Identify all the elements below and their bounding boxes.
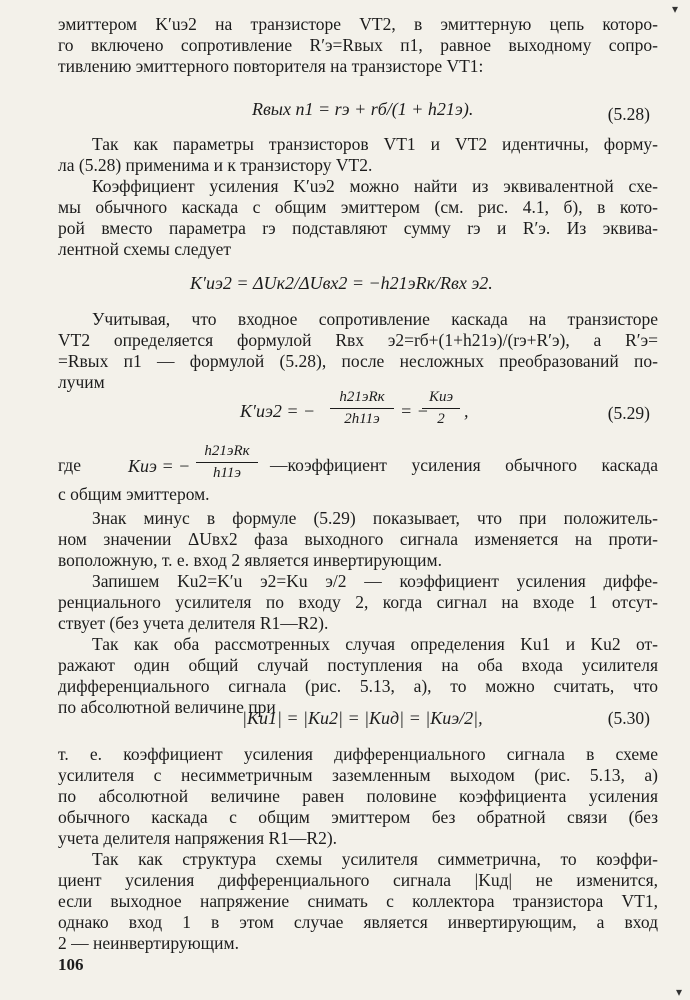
text-line: тивлению эмиттерного повторителя на транзисторе VT1: bbox=[58, 56, 484, 76]
text-line: рой вместо параметра rэ подставляют сумму rэ и R′э. Из эквива- bbox=[58, 218, 658, 238]
text-line: ражают один общий случай поступления на оба входа усилителя bbox=[58, 655, 658, 675]
text-line: —коэффициент усиления обычного каскада bbox=[270, 455, 658, 475]
fraction-denominator: 2h11э bbox=[344, 411, 380, 427]
fraction-numerator: Kuэ bbox=[422, 389, 460, 409]
fraction bbox=[422, 389, 460, 428]
text-line: лентной схемы следует bbox=[58, 239, 232, 259]
text-word-where: где bbox=[58, 455, 81, 475]
fraction bbox=[196, 443, 258, 482]
fraction bbox=[330, 389, 394, 428]
text-line: по абсолютной величине при bbox=[58, 697, 276, 717]
formula-kue-lhs: Kuэ = − bbox=[128, 456, 191, 476]
text-line: эмиттером K′uэ2 на транзисторе VT2, в эмиттерную цепь которо- bbox=[58, 14, 658, 34]
formula-end: , bbox=[464, 401, 469, 421]
fraction-denominator: 2 bbox=[437, 411, 445, 427]
fraction-denominator: h11э bbox=[212, 465, 241, 481]
equation-number: (5.29) bbox=[607, 403, 650, 423]
text-line: усилителя с несимметричным заземленным выходом (рис. 5.13, а) bbox=[58, 765, 658, 785]
text-line: Учитывая, что входное сопротивление каскада на транзисторе bbox=[92, 309, 658, 329]
text-line: 2 — неинвертирующим. bbox=[58, 933, 239, 953]
formula-lhs: K′uэ2 = − bbox=[240, 401, 316, 421]
text-line: лучим bbox=[58, 372, 105, 392]
text-line: Знак минус в формуле (5.29) показывает, что при положитель- bbox=[92, 508, 658, 528]
text-line: Так как структура схемы усилителя симметрична, то коэффи- bbox=[92, 849, 658, 869]
text-line: Так как оба рассмотренных случая определения Ku1 и Ku2 от- bbox=[92, 634, 658, 654]
text-line: Запишем Ku2=K′u э2=Ku э/2 — коэффициент усиления диффе- bbox=[92, 571, 658, 591]
text-line: ренциального усилителя по входу 2, когда сигнал на входе 1 отсут- bbox=[58, 592, 658, 612]
equation-number: (5.28) bbox=[607, 104, 650, 124]
text-line: мы обычного каскада с общим эмиттером (см. рис. 4.1, б), в кото- bbox=[58, 197, 658, 217]
text-line: ствует (без учета делителя R1—R2). bbox=[58, 613, 329, 633]
text-line: с общим эмиттером. bbox=[58, 484, 210, 504]
text-line: воположную, т. е. вход 2 является инвертирующим. bbox=[58, 550, 442, 570]
page-number: 106 bbox=[58, 955, 84, 974]
text-line: VT2 определяется формулой Rвх э2=rб+(1+h21э)/(rэ+R′э), а R′э= bbox=[58, 330, 658, 350]
fraction-numerator: h21эRк bbox=[196, 443, 258, 463]
text-line: ла (5.28) применима и к транзистору VT2. bbox=[58, 155, 373, 175]
text-line: однако вход 1 в этом случае является инвертирующим, а вход bbox=[58, 912, 658, 932]
formula-5-30: |Ku1| = |Ku2| = |Kuд| = |Kuэ/2|, bbox=[242, 708, 483, 728]
text-line: если выходное напряжение снимать с коллектора транзистора VT1, bbox=[58, 891, 658, 911]
text-line: учета делителя напряжения R1—R2). bbox=[58, 828, 338, 848]
formula-middle: = − bbox=[400, 401, 429, 421]
text-line: ном значении ΔUвх2 фаза выходного сигнала изменяется на проти- bbox=[58, 529, 658, 549]
text-line: т. е. коэффициент усиления дифференциального сигнала в схеме bbox=[58, 744, 658, 764]
formula-gain-ke2: K′uэ2 = ΔUк2/ΔUвх2 = −h21эRк/Rвх э2. bbox=[190, 273, 493, 293]
equation-number: (5.30) bbox=[607, 708, 650, 728]
text-line: циент усиления дифференциального сигнала |Kuд| не изменится, bbox=[58, 870, 658, 890]
text-line: =Rвых п1 — формулой (5.28), после несложных преобразований по- bbox=[58, 351, 658, 371]
text-line: по абсолютной величине равен половине коэффициента усиления bbox=[58, 786, 658, 806]
formula-5-28: Rвых п1 = rэ + rб/(1 + h21э). bbox=[252, 99, 474, 119]
corner-mark-icon: ▾ bbox=[672, 2, 679, 16]
fraction-numerator: h21эRк bbox=[330, 389, 394, 409]
text-line: дифференциального сигнала (рис. 5.13, а), то можно считать, что bbox=[58, 676, 658, 696]
text-line: Коэффициент усиления K′uэ2 можно найти из эквивалентной схе- bbox=[92, 176, 658, 196]
text-line: Так как параметры транзисторов VT1 и VT2 идентичны, форму- bbox=[92, 134, 658, 154]
text-line: обычного каскада с общим эмиттером без обратной связи (без bbox=[58, 807, 658, 827]
text-line: го включено сопротивление R′э=Rвых п1, равное выходному сопро- bbox=[58, 35, 658, 55]
corner-mark-icon: ▾ bbox=[676, 985, 683, 999]
